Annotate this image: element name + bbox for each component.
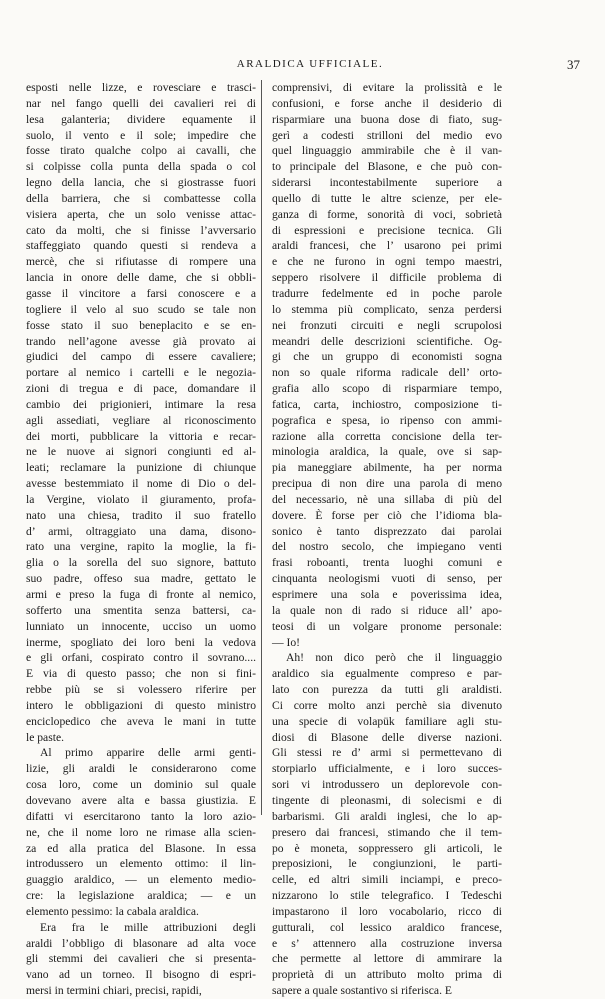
text-line: guaggio araldico, — un elemento medio- bbox=[26, 873, 256, 887]
text-line: dovevano avere alta e bassa giustizia. E bbox=[26, 793, 256, 807]
text-line: ne, che il nome loro ne rimase alla scien- bbox=[26, 825, 256, 839]
text-line: razione alla corretta concisione della ter- bbox=[272, 429, 502, 443]
text-line: leati; reclamare la punizione di chiunque bbox=[26, 461, 256, 475]
text-line: za ed alla pratica del Blasone. In essa bbox=[26, 841, 256, 855]
text-line: gi che un gruppo di economisti sogna bbox=[272, 350, 502, 364]
text-line: ganza di forme, sonorità di voci, sobrietà bbox=[272, 207, 502, 221]
text-line: rebbe più se si volessero riferire per bbox=[26, 683, 256, 697]
text-line: sapere a quale sostantivo si riferisca. E bbox=[272, 984, 452, 998]
text-line: confusioni, e forse anche il desiderio di bbox=[272, 96, 502, 110]
text-line: visiera aperta, che un solo venisse attac- bbox=[26, 207, 256, 221]
text-line: storpiarlo ufficialmente, e i loro succes- bbox=[272, 762, 502, 776]
text-line: fosse tirato qualche colpo ai cavalli, che bbox=[26, 144, 256, 158]
text-line: pografica e spesa, io ripenso con ammi- bbox=[272, 413, 502, 427]
text-line: si colpisse colla punta della spada o col bbox=[26, 160, 256, 174]
text-line: Era fra le mille attribuzioni degli bbox=[40, 920, 256, 934]
text-line: lunniato un innocente, ucciso un uomo bbox=[26, 619, 256, 633]
text-line: suo padre, offeso sua madre, gettato le bbox=[26, 572, 256, 586]
text-line: non so quale riforma radicale dell’ orto- bbox=[272, 366, 502, 380]
text-line: Ah! non dico però che il linguaggio bbox=[286, 651, 502, 665]
text-line: ne le nuove ai signori congiunti ed al- bbox=[26, 445, 256, 459]
text-line: legno della lancia, che si giostrasse fuori bbox=[26, 176, 256, 190]
text-line: E via di questo passo; che non si fini- bbox=[26, 667, 256, 681]
text-line: enciclopedico che aveva le mani in tutte bbox=[26, 714, 256, 728]
text-line: — Io! bbox=[272, 635, 301, 649]
text-line: una specie di volapük familiare agli stu- bbox=[272, 714, 502, 728]
text-line: lizie, gli araldi le considerarono come bbox=[26, 762, 256, 776]
text-line: araldi l’obbligo di blasonare ad alta voce bbox=[26, 936, 256, 950]
text-line: intero le obbligazioni di questo ministro bbox=[26, 698, 256, 712]
text-line: celle, ed altri simili inciampi, e preco- bbox=[272, 873, 502, 887]
text-line: araldico sia egualmente compreso e par- bbox=[272, 667, 502, 681]
paragraph bbox=[26, 80, 256, 745]
text-line: comprensivi, di evitare la prolissità e le bbox=[272, 81, 502, 94]
text-line: seppero risolvere il difficile problema di bbox=[272, 271, 502, 285]
text-line: barbarismi. Gli araldi inglesi, che lo ap- bbox=[272, 809, 502, 823]
text-line: nizzarono lo stile telegrafico. I Tedeschi bbox=[272, 889, 502, 903]
text-line: sonico è tanto disprezzato dai parolai bbox=[272, 524, 502, 538]
text-line: cinquanta neologismi vuoti di senso, per bbox=[272, 572, 502, 586]
text-line: cosa loro, come un dominio sul quale bbox=[26, 778, 256, 792]
text-line: cre: la legislazione araldica; — e un bbox=[26, 889, 256, 903]
text-line: staffeggiato quando questi si rendeva a bbox=[26, 239, 256, 253]
text-line: glia o la sorella del suo signore, battuto bbox=[26, 556, 256, 570]
text-line: araldi francesi, che l’ usarono pei primi bbox=[272, 239, 502, 253]
text-line: portare al nemico i cartelli e le negozia- bbox=[26, 366, 256, 380]
text-line: precipua di non dire una parola di meno bbox=[272, 477, 502, 491]
text-line: cambio dei prigionieri, intimare la resa bbox=[26, 397, 256, 411]
text-line: po è moneta, soppressero gli articoli, le bbox=[272, 841, 502, 855]
text-line: esprimere una sola e poverissima idea, bbox=[272, 588, 502, 601]
text-line: quello di tutte le altre scienze, per ele- bbox=[272, 191, 502, 205]
text-line: siderarsi incontestabilmente superiore a bbox=[272, 176, 502, 190]
text-line: della barriera, che si combattesse colla bbox=[26, 191, 256, 205]
column-divider bbox=[261, 80, 262, 815]
text-line: lato con purezza da tutti gli araldisti. bbox=[272, 683, 502, 697]
text-line: gasse il vincitore a farsi conoscere e a bbox=[26, 286, 256, 300]
text-line: dei morti, pubblicare la vittoria e recar- bbox=[26, 429, 256, 443]
text-line: presero dai francesi, stimando che il tem- bbox=[272, 825, 502, 839]
text-line: diosi di Blasone delle diverse nazioni. bbox=[272, 730, 502, 744]
text-line: lancia in onore delle dame, che si obbli- bbox=[26, 271, 256, 285]
text-line: gli stemmi dei cavalieri che si presenta- bbox=[26, 952, 256, 966]
paragraph bbox=[26, 745, 256, 919]
text-line: introdussero un elemento ottimo: il lin- bbox=[26, 857, 256, 871]
paragraph bbox=[272, 650, 502, 999]
text-line: frasi roboanti, trenta luoghi comuni e bbox=[272, 556, 502, 570]
text-line: lesa galanteria; dividere equamente il bbox=[26, 112, 256, 126]
text-line: quel linguaggio ammirabile che è il van- bbox=[272, 144, 502, 158]
text-line: risparmiare una buona dose di fiato, sug- bbox=[272, 112, 502, 126]
running-header bbox=[40, 58, 580, 74]
text-line: giudici del campo di essere cavaliere; bbox=[26, 350, 256, 364]
text-line: grafia allo scopo di risparmiare tempo, bbox=[272, 382, 502, 396]
text-line: nei fronzuti circuiti e negli scrupolosi bbox=[272, 318, 502, 332]
text-line: sori vi introdussero un deplorevole con- bbox=[272, 778, 502, 792]
text-line: meandri delle descrizioni scientifiche. Og- bbox=[272, 334, 502, 348]
text-line: preposizioni, le congiunzioni, le parti- bbox=[272, 857, 502, 871]
text-line: Gli stessi re d’ armi si permettevano di bbox=[272, 746, 502, 760]
text-line: proprietà di un attributo molto prima di bbox=[272, 968, 502, 982]
page-number: 37 bbox=[567, 57, 580, 72]
text-line: la quale non di rado si riduce all’ apo- bbox=[272, 603, 502, 617]
text-line: minologia araldica, la quale, ove si sap- bbox=[272, 445, 502, 459]
text-line: la Vergine, violato il giuramento, profa- bbox=[26, 492, 256, 506]
running-title: ARALDICA UFFICIALE. bbox=[236, 58, 384, 70]
text-line: fosse stato il suo beneplacito e se en- bbox=[26, 318, 256, 332]
text-line: trando nell’agone avesse già provato ai bbox=[26, 334, 256, 348]
text-line: e che ne furono in ogni tempo maestri, bbox=[272, 255, 502, 269]
text-line: esposti nelle lizze, e rovesciare e trasci- bbox=[26, 81, 256, 94]
text-line: teosi di un volgare pronome personale: bbox=[272, 619, 502, 633]
text-line: e gli orfani, cospirato contro il sovrano.... bbox=[26, 651, 256, 665]
text-line: difatti vi esercitarono tanto la loro azio- bbox=[26, 809, 256, 823]
text-line: tingente di pleonasmi, di solecismi e di bbox=[272, 793, 502, 807]
left-text-column bbox=[26, 80, 256, 999]
text-line: dovere. È forse per ciò che l’idioma bla- bbox=[272, 508, 502, 522]
text-line: rato una vergine, rapito la moglie, la fi- bbox=[26, 540, 256, 554]
text-line: nar nel fango quelli dei cavalieri rei di bbox=[26, 96, 256, 110]
text-line: fatica, carta, inchiostro, composizione ti- bbox=[272, 397, 502, 411]
text-line: mercè, che si rifiutasse di rompere una bbox=[26, 255, 256, 269]
text-line: sofferto una smentita senza battersi, ca- bbox=[26, 603, 256, 617]
text-line: impastarono il loro vocabolario, ricco di bbox=[272, 904, 502, 918]
text-line: inerme, spogliato dei loro beni la vedova bbox=[26, 635, 256, 649]
text-line: e s’ attennero alla costruzione inversa bbox=[272, 936, 502, 950]
text-line: gerì a codesti strilloni del medio evo bbox=[272, 128, 502, 142]
text-line: d’ armi, oltraggiato una dama, disono- bbox=[26, 524, 256, 538]
text-line: to principale del Blasone, e che può con- bbox=[272, 160, 502, 174]
text-line: mersi in termini chiari, precisi, rapidi, bbox=[26, 984, 202, 998]
text-line: avesse bestemmiato il nome di Dio o del- bbox=[26, 477, 256, 491]
text-line: pia maneggiare abilmente, ha per norma bbox=[272, 461, 502, 475]
text-line: elemento pessimo: la cabala araldica. bbox=[26, 904, 199, 918]
text-line: cato da molti, che si finisse l’avversario bbox=[26, 223, 256, 237]
text-line: gutturali, col lessico araldico francese, bbox=[272, 920, 502, 934]
text-line: tradurre fedelmente ed in poche parole bbox=[272, 286, 502, 300]
text-line: Ci corre molto anzi perchè sia divenuto bbox=[272, 698, 502, 712]
text-line: le paste. bbox=[26, 730, 64, 744]
text-line: togliere il velo al suo scudo se tale non bbox=[26, 302, 256, 316]
text-line: lo stemma più complicato, senza perdersi bbox=[272, 302, 502, 316]
text-line: del necessario, nè una sillaba di più del bbox=[272, 492, 502, 506]
paragraph bbox=[272, 80, 502, 650]
right-text-column bbox=[272, 80, 502, 999]
text-line: suolo, il vento e il sole; impedire che bbox=[26, 128, 256, 142]
text-line: di espressioni e precisione tecnica. Gli bbox=[272, 223, 502, 237]
text-line: Al primo apparire delle armi genti- bbox=[40, 746, 256, 760]
text-line: agli assediati, vegliare al riconoscimento bbox=[26, 413, 256, 427]
text-line: vano ad un torneo. Il bisogno di espri- bbox=[26, 968, 256, 982]
paragraph bbox=[26, 920, 256, 999]
text-line: nato una chiesa, tradito il suo fratello bbox=[26, 508, 256, 522]
text-line: del nostro secolo, che impiegano venti bbox=[272, 540, 502, 554]
text-line: zioni di tregua e di pace, domandare il bbox=[26, 382, 256, 396]
text-line: armi e preso la fuga di fronte al nemico, bbox=[26, 588, 256, 601]
text-line: che permette al lettore di ammirare la bbox=[272, 952, 502, 966]
